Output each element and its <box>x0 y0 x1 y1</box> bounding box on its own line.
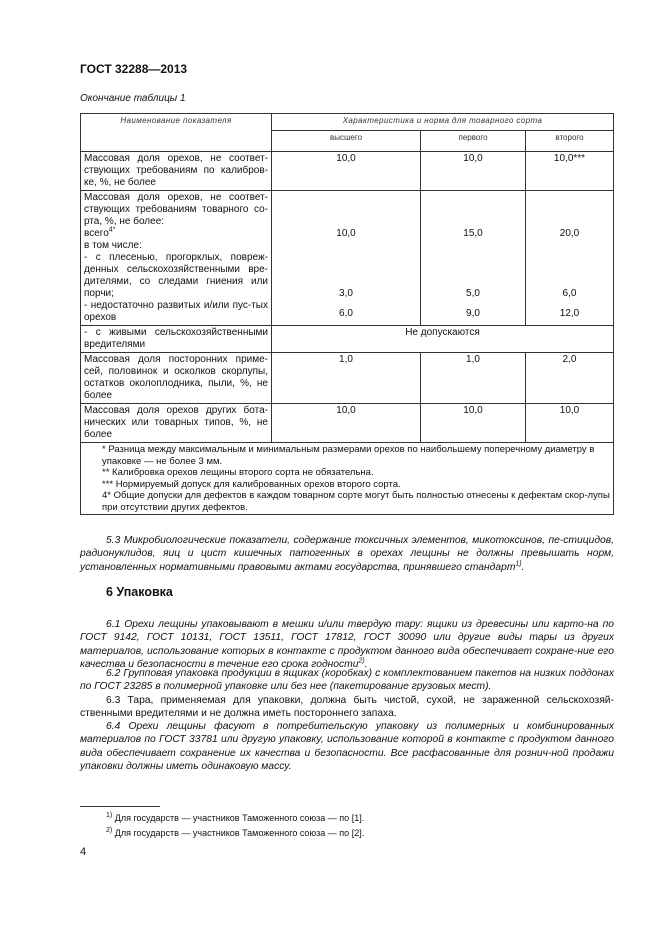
cell-value: 5,0 <box>466 288 480 299</box>
cell-value: 10,0 <box>272 152 421 191</box>
paragraph-5-3: 5.3 Микробиологические показатели, содержание токсичных элементов, микотоксинов, пе-стицидов, радионуклидов, яиц и цист кишечных патогенных в орехах лещины не должны превышать норм, установленных нормативными правовыми актами государства, принявшего стандарт$^{1)}$. <box>80 535 614 573</box>
cell-value: 1,0 <box>421 353 526 404</box>
cell-value: 6,0 <box>562 288 577 299</box>
row-underdeveloped: - недостаточно развитых и/или пус-тых орехов <box>84 300 268 323</box>
cell-value: 10,0 <box>421 404 526 443</box>
table-note: 4* Общие допуски для дефектов в каждом товарном сорте могут быть полностью отнесены к дефектам скор-лупы при отсутствии других дефектов. <box>102 490 610 513</box>
table-caption: Окончание таблицы 1 <box>80 93 186 104</box>
paragraph-6-3: 6.3 Тара, применяемая для упаковки, должна быть чистой, сухой, не зараженной сельскохозяй-ственными вредителями и не должна иметь постороннего запаха. <box>80 695 614 720</box>
grade-header: первого <box>421 131 526 152</box>
table-row <box>81 152 614 191</box>
column-header-group: Характеристика и норма для товарного сорта <box>272 114 614 131</box>
cell-value: 3,0 <box>339 288 353 299</box>
section-heading: 6 Упаковка <box>106 585 173 599</box>
column-header-name: Наименование показателя <box>81 114 272 152</box>
cell-value: 10,0 <box>526 404 614 443</box>
cell-value: 9,0 <box>466 308 480 319</box>
row-name: Массовая доля орехов, не соответ-ствующих требованиям по калибров-ке, %, не более <box>81 152 272 191</box>
row-total-label: всего$^{4*}$ <box>84 226 116 239</box>
row-mold: - с плесенью, прогорклых, повреж-денных сельскохозяйственными вре-дителями, со следами гниения или порчи; <box>84 252 268 299</box>
page-number: 4 <box>80 846 87 858</box>
cell-value: 1,0 <box>272 353 421 404</box>
cell-value: 6,0 <box>339 308 353 319</box>
paragraph-6-2: 6.2 Групповая упаковка продукции в ящиках (коробках) с комплектованием пакетов на низких поддонах по ГОСТ 23285 в полимерной упаковке или без нее (пакетирование грузовых мест). <box>80 668 614 693</box>
document-header: ГОСТ 32288—2013 <box>80 62 188 76</box>
cell-value: 10,0 <box>272 404 421 443</box>
table-note: * Разница между максимальным и минимальным размерами орехов по наибольшему поперечному диаметру в упаковке — не более 3 мм. <box>102 444 595 467</box>
footnote: $^{2)}$ Для государств — участников Таможенного союза — по [2]. <box>106 827 365 838</box>
row-name: Массовая доля орехов, не соответ-ствующих требованиям товарного со-рта, %, не более: <box>84 192 268 227</box>
table-row <box>81 326 614 353</box>
row-name: - с живыми сельскохозяйственными вредителями <box>81 326 272 353</box>
table-notes <box>81 443 614 515</box>
table-note: *** Нормируемый допуск для калиброванных орехов второго сорта. <box>102 478 401 490</box>
cell-value: 10,0 <box>336 228 356 239</box>
row-including: в том числе: <box>84 240 142 251</box>
grade-header: второго <box>526 131 614 152</box>
cell-value: 2,0 <box>526 353 614 404</box>
cell-span-value: Не допускаются <box>272 326 614 353</box>
cell-value: 10,0 <box>421 152 526 191</box>
paragraph-6-1: 6.1 Орехи лещины упаковывают в мешки и/или твердую тару: ящики из древесины или карто-на по ГОСТ 9142, ГОСТ 10131, ГОСТ 13511, ГОСТ 17812, ГОСТ 30090 или другие виды тары из других материалов, использование которых в контакте с продуктом данного вида обеспечивает сохране-ние его качества и безопасности в течение его срока годности$^{2)}$. <box>80 619 614 670</box>
paragraph-6-4: 6.4 Орехи лещины фасуют в потребительскую упаковку из полимерных и комбинированных материалов по ГОСТ 33781 или другую упаковку, использование которой в контакте с продуктом данного вида обеспечивает сохранение их качества и безопасности. Все расфасованные для рознич-ной продажи упаковки должны иметь одинаковую массу. <box>80 721 614 772</box>
table-row <box>81 191 614 326</box>
requirements-table <box>80 113 614 515</box>
grade-header: высшего <box>272 131 421 152</box>
table-row <box>81 353 614 404</box>
cell-value: 15,0 <box>463 228 483 239</box>
table-row <box>81 404 614 443</box>
cell-value: 20,0 <box>559 228 580 239</box>
footnote: $^{1)}$ Для государств — участников Таможенного союза — по [1]. <box>106 812 365 823</box>
table-note: ** Калибровка орехов лещины второго сорта не обязательна. <box>102 467 374 478</box>
cell-value: 12,0 <box>559 308 580 319</box>
footnote-divider <box>80 806 160 807</box>
row-name: Массовая доля орехов других бота-нических или товарных типов, %, не более <box>81 404 272 443</box>
cell-value: 10,0*** <box>526 152 614 191</box>
row-name: Массовая доля посторонних приме-сей, половинок и осколков скорлупы, остатков околоплодника, пыли, %, не более <box>81 353 272 404</box>
